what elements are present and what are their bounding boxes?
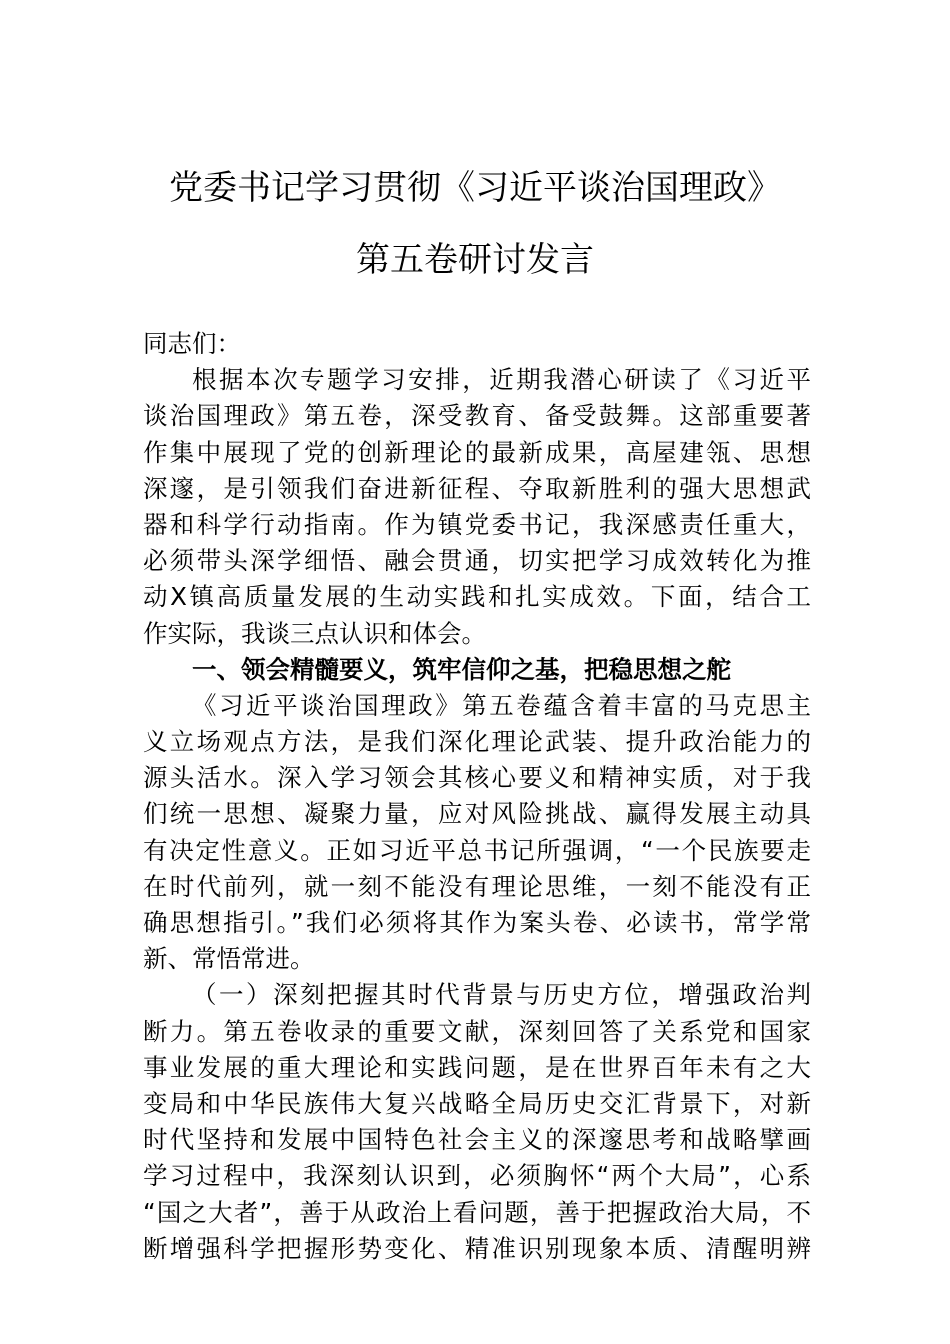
paragraph-1-line: 深邃，是引领我们奋进新征程、夺取新胜利的强大思想武 <box>143 473 811 503</box>
paragraph-2-line: 《习近平谈治国理政》第五卷蕴含着丰富的马克思主 <box>192 690 811 720</box>
paragraph-2 <box>143 688 811 978</box>
paragraph-3-line: 时代坚持和发展中国特色社会主义的深邃思考和战略擘画 <box>143 1125 811 1155</box>
paragraph-3-line: 事业发展的重大理论和实践问题，是在世界百年未有之大 <box>143 1052 811 1082</box>
paragraph-3 <box>143 977 811 1267</box>
paragraph-2-line: 们统一思想、凝聚力量，应对风险挑战、赢得发展主动具 <box>143 799 811 829</box>
paragraph-3-line: 断增强科学把握形势变化、精准识别现象本质、清醒明辨 <box>143 1233 811 1263</box>
paragraph-3-line: 变局和中华民族伟大复兴战略全局历史交汇背景下，对新 <box>143 1088 811 1118</box>
paragraph-1-line: 谈治国理政》第五卷，深受教育、备受鼓舞。这部重要著 <box>143 401 811 431</box>
paragraph-3-line: （一）深刻把握其时代背景与历史方位，增强政治判 <box>192 980 811 1010</box>
paragraph-2-line: 义立场观点方法，是我们深化理论武装、提升政治能力的 <box>143 727 811 757</box>
paragraph-1-line: 必须带头深学细悟、融会贯通，切实把学习成效转化为推 <box>143 546 811 576</box>
paragraph-1-line: 作集中展现了党的创新理论的最新成果，高屋建瓴、思想 <box>143 437 811 467</box>
paragraph-3-line: 断力。第五卷收录的重要文献，深刻回答了关系党和国家 <box>143 1016 811 1046</box>
section-1-heading: 一、领会精髓要义，筑牢信仰之基，把稳思想之舵 <box>192 654 731 684</box>
paragraph-3-line: 学习过程中，我深刻认识到，必须胸怀“两个大局”，心系 <box>143 1161 811 1191</box>
paragraph-2-line: 有决定性意义。正如习近平总书记所强调，“一个民族要走 <box>143 835 811 865</box>
paragraph-1-line: 根据本次专题学习安排，近期我潜心研读了《习近平 <box>192 365 811 395</box>
paragraph-2-line: 新、常悟常进。 <box>143 944 315 974</box>
paragraph-1-line: 动X镇高质量发展的生动实践和扎实成效。下面，结合工 <box>143 582 811 612</box>
document-body <box>143 326 811 1267</box>
greeting: 同志们： <box>143 329 241 358</box>
paragraph-2-line: 确思想指引。”我们必须将其作为案头卷、必读书，常学常 <box>143 908 811 937</box>
paragraph-1-line: 作实际，我谈三点认识和体会。 <box>143 618 486 648</box>
document-title-line-2: 第五卷研讨发言 <box>356 240 594 280</box>
paragraph-1 <box>143 362 811 652</box>
paragraph-1-line: 器和科学行动指南。作为镇党委书记，我深感责任重大， <box>143 509 811 539</box>
paragraph-3-line: “国之大者”，善于从政治上看问题，善于把握政治大局，不 <box>143 1197 811 1227</box>
paragraph-2-line: 在时代前列，就一刻不能没有理论思维，一刻不能没有正 <box>143 871 811 901</box>
paragraph-2-line: 源头活水。深入学习领会其核心要义和精神实质，对于我 <box>143 763 811 793</box>
document-title-line-1: 党委书记学习贯彻《习近平谈治国理政》 <box>169 168 781 208</box>
